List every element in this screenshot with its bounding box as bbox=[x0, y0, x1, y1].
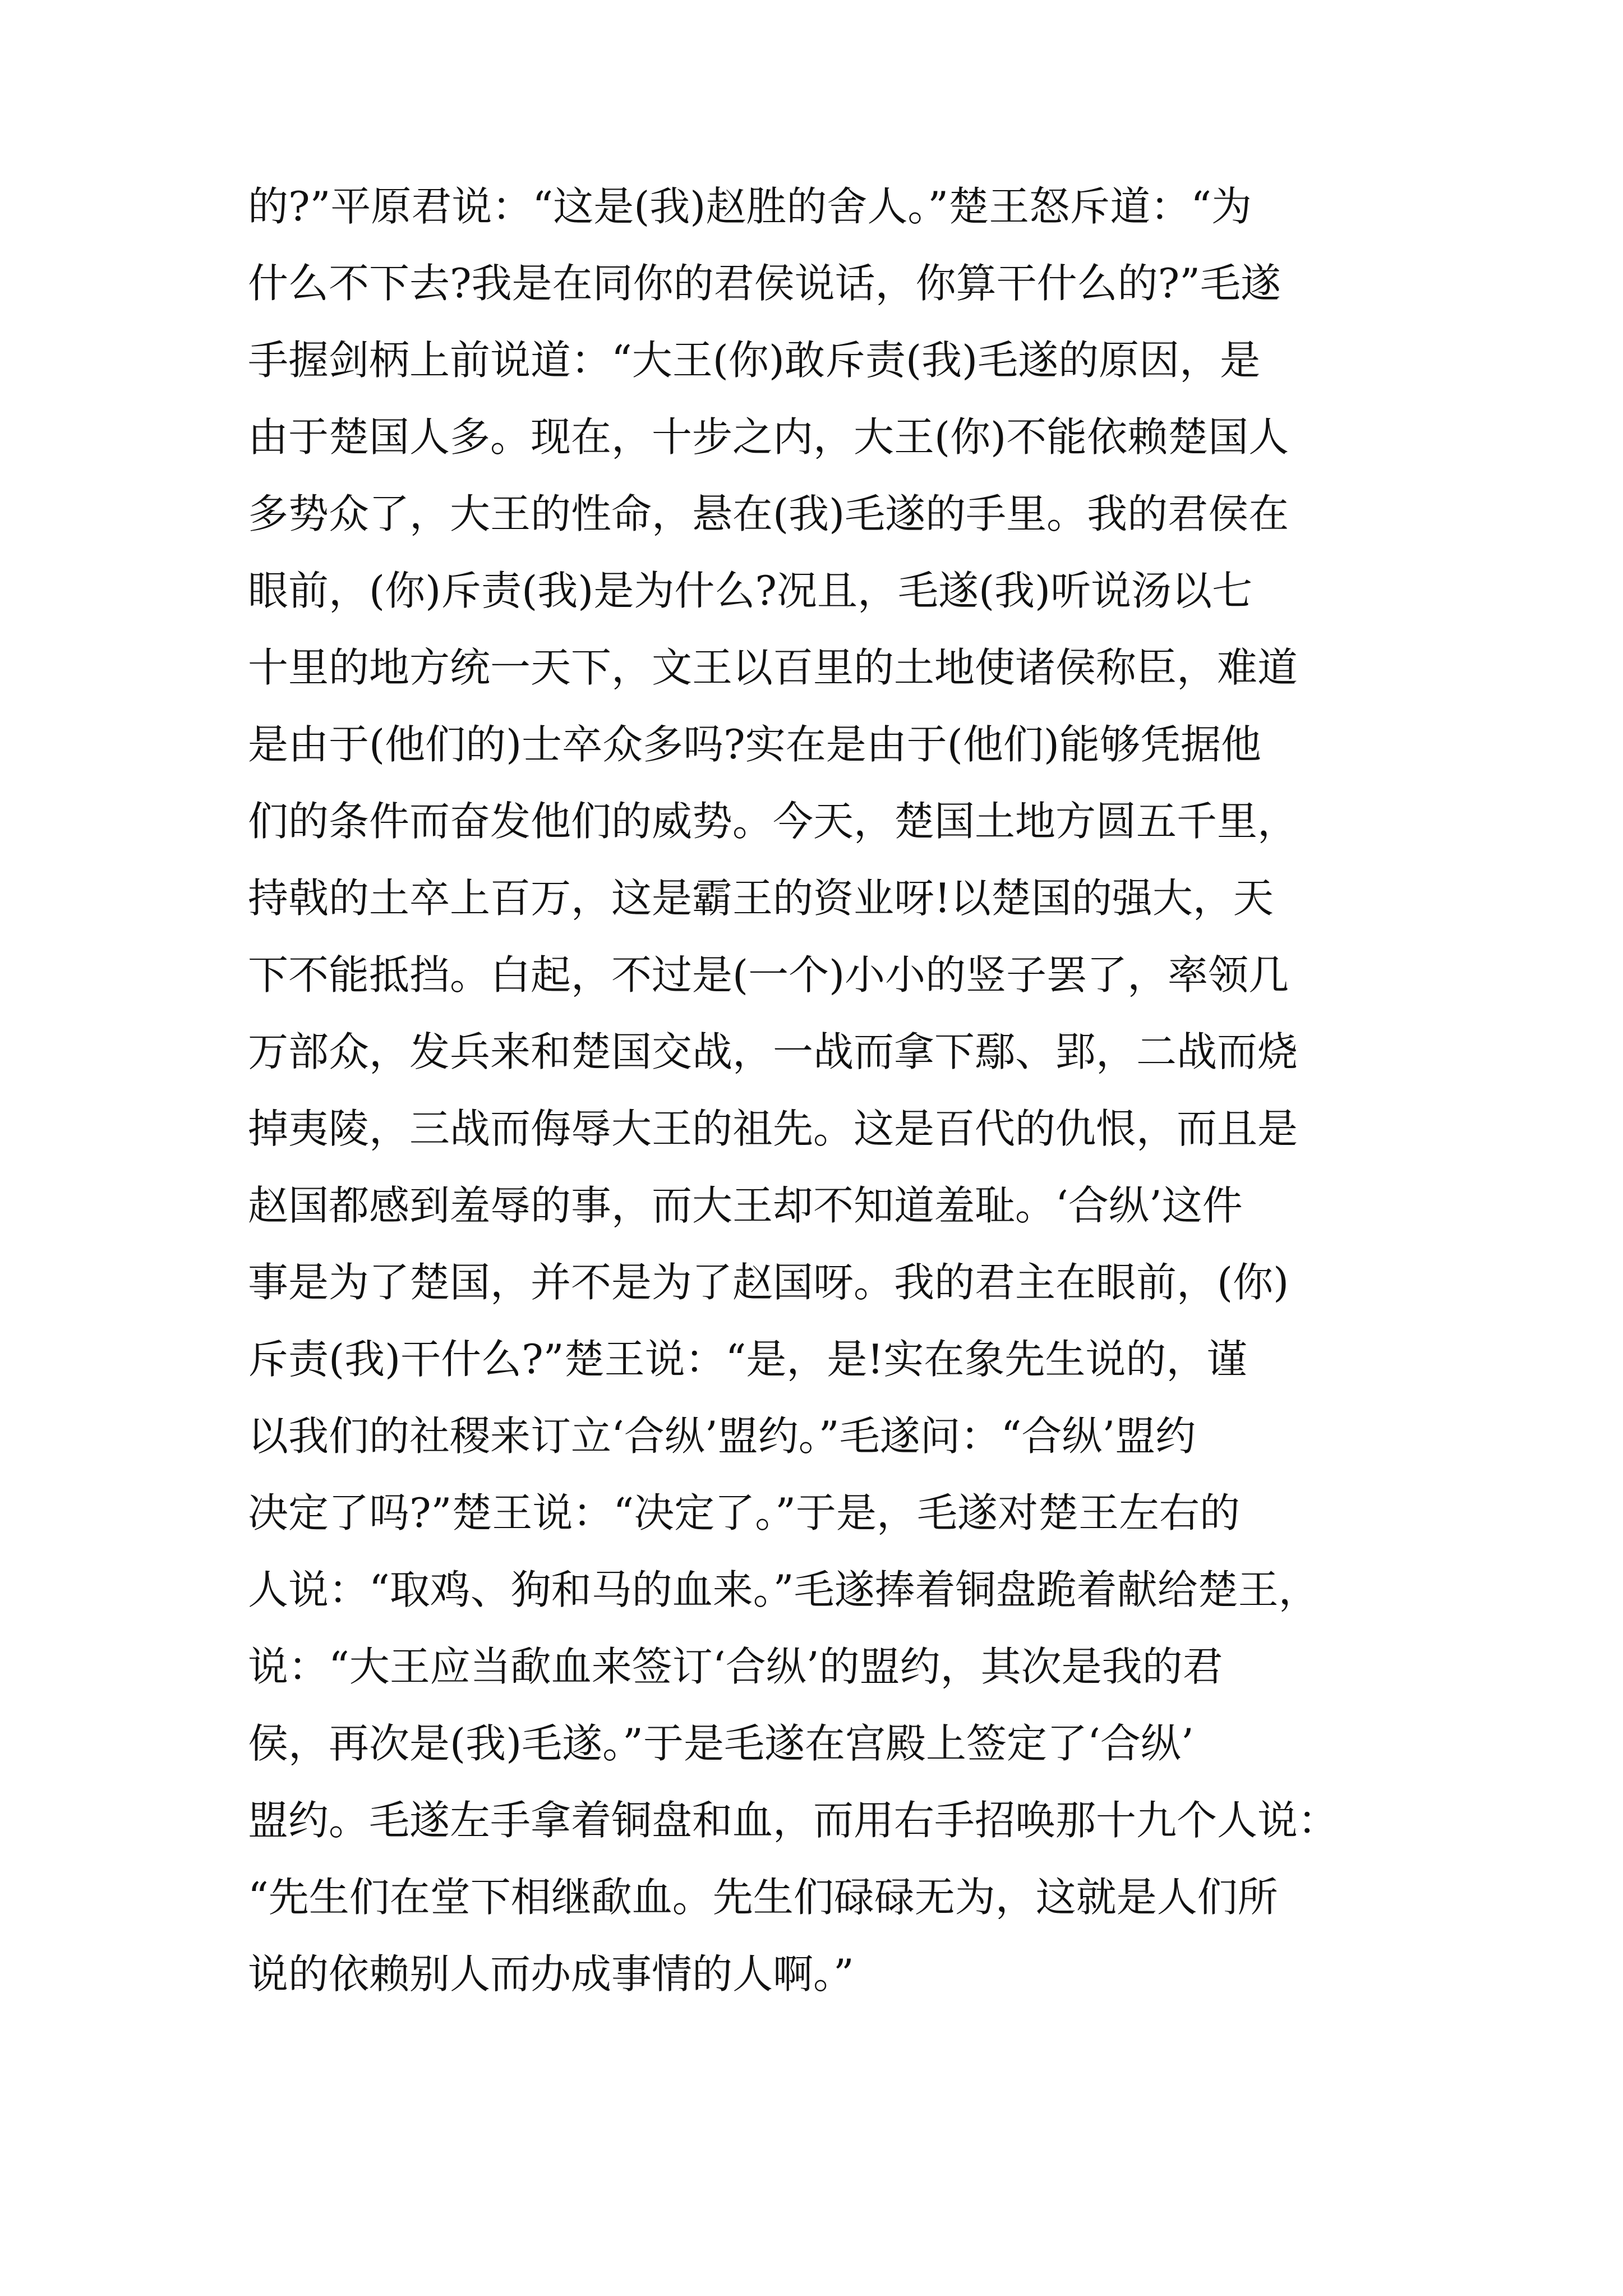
text-line: 们的条件而奋发他们的威势。今天，楚国土地方圆五千里， bbox=[248, 798, 1298, 845]
text-line: 手握剑柄上前说道：“大王(你)敢斥责(我)毛遂的原因，是 bbox=[248, 337, 1261, 384]
body-text bbox=[248, 168, 1403, 2013]
text-line: 多势众了，大王的性命，悬在(我)毛遂的手里。我的君侯在 bbox=[248, 490, 1289, 537]
text-line: 说：“大王应当歃血来签订‘合纵’的盟约，其次是我的君 bbox=[248, 1643, 1223, 1690]
text-line: 十里的地方统一天下，文王以百里的土地使诸侯称臣，难道 bbox=[248, 644, 1298, 691]
text-line: 持戟的土卒上百万，这是霸王的资业呀!以楚国的强大，天 bbox=[248, 875, 1274, 922]
text-line: 赵国都感到羞辱的事，而大王却不知道羞耻。‘合纵’这件 bbox=[248, 1182, 1243, 1229]
text-line: 由于楚国人多。现在，十步之内，大王(你)不能依赖楚国人 bbox=[248, 413, 1289, 461]
text-line: 事是为了楚国，并不是为了赵国呀。我的君主在眼前，(你) bbox=[248, 1259, 1289, 1306]
text-line: 以我们的社稷来订立‘合纵’盟约。”毛遂问：“合纵’盟约 bbox=[248, 1412, 1196, 1460]
text-line: 万部众，发兵来和楚国交战，一战而拿下鄢、郢，二战而烧 bbox=[248, 1028, 1298, 1075]
text-line: 什么不下去?我是在同你的君侯说话，你算干什么的?”毛遂 bbox=[248, 260, 1281, 307]
text-line: 人说：“取鸡、狗和马的血来。”毛遂捧着铜盘跪着献给楚王， bbox=[248, 1566, 1319, 1613]
text-line: 侯，再次是(我)毛遂。”于是毛遂在宫殿上签定了‘合纵’ bbox=[248, 1720, 1194, 1767]
text-line: 下不能抵挡。白起，不过是(一个)小小的竖子罢了，率领几 bbox=[248, 951, 1289, 999]
text-line: 的?”平原君说：“这是(我)赵胜的舍人。”楚王怒斥道：“为 bbox=[248, 183, 1252, 230]
text-line: 眼前，(你)斥责(我)是为什么?况且，毛遂(我)听说汤以七 bbox=[248, 567, 1253, 614]
text-line: 斥责(我)干什么?”楚王说：“是，是!实在象先生说的，谨 bbox=[248, 1336, 1247, 1383]
text-line: 盟约。毛遂左手拿着铜盘和血，而用右手招唤那十九个人说： bbox=[248, 1797, 1339, 1844]
text-line: 决定了吗?”楚王说：“决定了。”于是，毛遂对楚王左右的 bbox=[248, 1489, 1241, 1536]
text-line: 掉夷陵，三战而侮辱大王的祖先。这是百代的仇恨，而且是 bbox=[248, 1105, 1298, 1152]
text-line: “先生们在堂下相继歃血。先生们碌碌无为，这就是人们所 bbox=[248, 1874, 1278, 1921]
text-line: 是由于(他们的)士卒众多吗?实在是由于(他们)能够凭据他 bbox=[248, 721, 1261, 768]
text-line: 说的依赖别人而办成事情的人啊。” bbox=[248, 1950, 854, 1998]
